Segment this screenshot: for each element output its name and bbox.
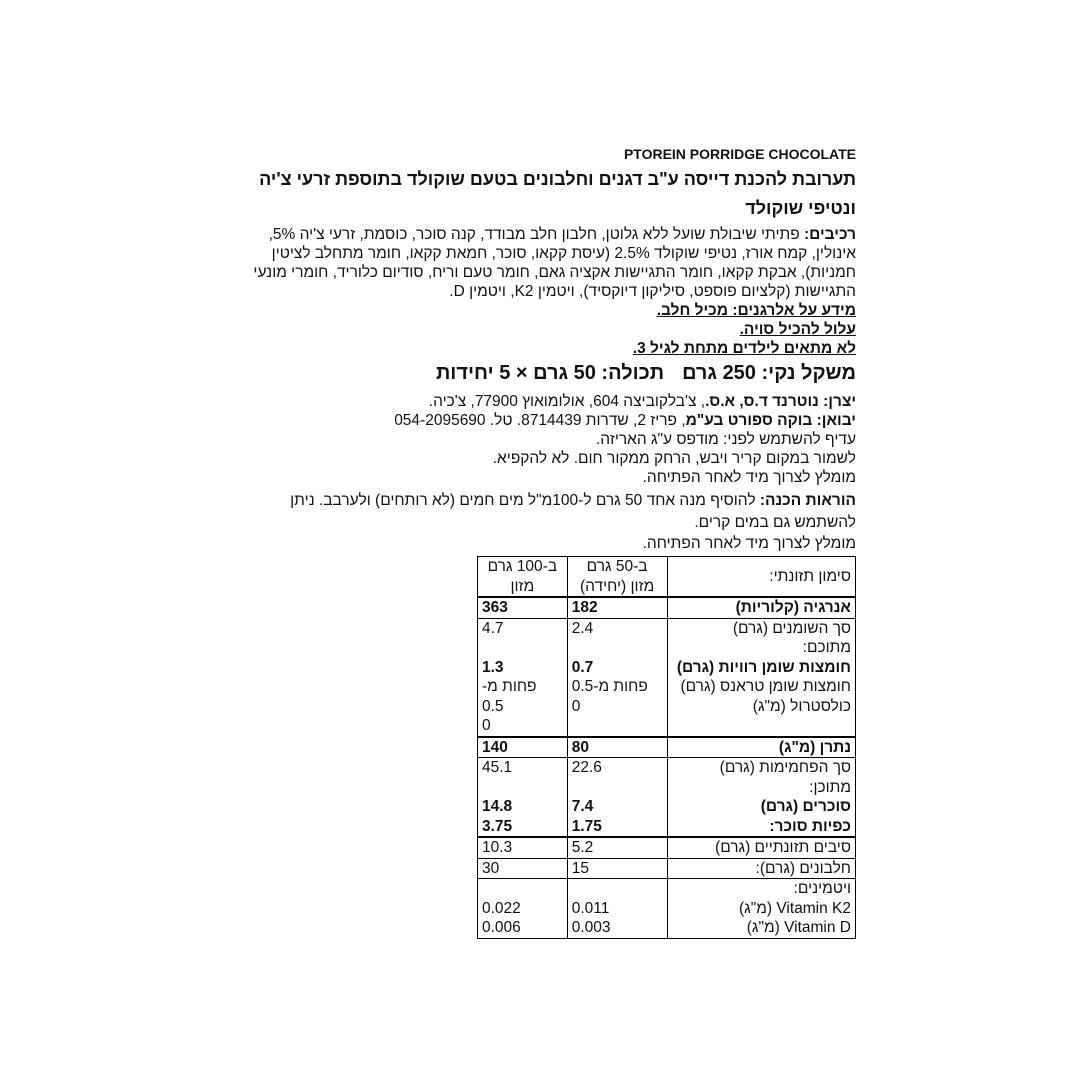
nutrition-header-label: סימון תזונתי: bbox=[667, 557, 855, 598]
table-row bbox=[478, 557, 856, 598]
fiber-50g: 5.2 bbox=[567, 837, 667, 858]
consume-note: מומלץ לצרוך מיד לאחר הפתיחה. bbox=[642, 469, 856, 486]
vitamin-50g: 0.011 0.003 bbox=[567, 879, 667, 939]
preparation-block bbox=[226, 490, 856, 534]
product-label bbox=[226, 145, 856, 939]
table-row bbox=[478, 879, 856, 939]
product-english-name: PTOREIN PORRIDGE CHOCOLATE bbox=[623, 146, 856, 162]
protein-label: חלבונים (גרם): bbox=[667, 858, 855, 879]
sodium-50g: 80 bbox=[567, 737, 667, 758]
package-content: תכולה: 50 גרם × 5 יחידות bbox=[435, 362, 665, 384]
manufacturer-label: יצרן: נוטרנד ד.ס, א.ס. bbox=[705, 393, 856, 410]
energy-50g: 182 bbox=[567, 597, 667, 618]
best-before: עדיף להשתמש לפני: מודפס ע"ג האריזה. bbox=[596, 431, 856, 448]
table-row bbox=[478, 618, 856, 737]
table-row bbox=[478, 858, 856, 879]
net-weight-line bbox=[226, 360, 856, 386]
energy-100g: 363 bbox=[478, 597, 568, 618]
fat-group-50g: 2.4 0.7 פחות מ-0.5 0 bbox=[567, 618, 667, 737]
allergen-info: מידע על אלרגנים: מכיל חלב. bbox=[656, 302, 856, 319]
age-warning: לא מתאים לילדים מתחת לגיל 3. bbox=[632, 340, 856, 357]
preparation-label: הוראות הכנה: bbox=[759, 492, 856, 509]
fat-group-100g: 4.7 1.3 פחות מ- 0.5 0 bbox=[478, 618, 568, 737]
ingredients-label: רכיבים: bbox=[803, 226, 856, 243]
manufacturer-address: , צ'בלקוביצה 604, אולומואוץ 77900, צ'כיה. bbox=[428, 393, 706, 410]
ingredients-block bbox=[226, 225, 856, 301]
energy-label: אנרגיה (קלוריות) bbox=[667, 597, 855, 618]
protein-50g: 15 bbox=[567, 858, 667, 879]
ingredients-text: פתיתי שיבולת שועל ללא גלוטן, חלבון חלב מבודד, קנה סוכר, כוסמת, זרעי צ'יה 5%, אינולין, קמח אורז, נטיפי שוקולד 2.5% (עיסת קקאו, סוכר, חמאת קקאו, חומר מתחלב לציטין חמניות), אבקת קקאו, חומר התגיישות אקציה גאם, חומר טעם וריח, סודיום כלוריד, חומרי מונעי התגיישות (קלציום פוספט, סיליקון דיוקסיד), ויטמין K2, ויטמין D. bbox=[253, 226, 856, 300]
preparation-text: להוסיף מנה אחד 50 גרם ל-100מ"ל מים חמים (לא רותחים) ולערבב. ניתן להשתמש גם במים קרים. bbox=[290, 492, 856, 531]
fiber-label: סיבים תזונתיים (גרם) bbox=[667, 837, 855, 858]
importer-label: יבואן: בוקה ספורט בע"מ bbox=[685, 412, 856, 429]
sodium-100g: 140 bbox=[478, 737, 568, 758]
carb-group-100g: 45.1 14.8 3.75 bbox=[478, 758, 568, 838]
preparation-consume-note: מומלץ לצרוך מיד לאחר הפתיחה. bbox=[642, 535, 856, 552]
importer-line bbox=[226, 411, 856, 430]
protein-100g: 30 bbox=[478, 858, 568, 879]
net-weight: משקל נקי: 250 גרם bbox=[682, 362, 856, 384]
nutrition-header-50g: ב-50 גרם מזון (יחידה) bbox=[567, 557, 667, 598]
table-row bbox=[478, 597, 856, 618]
nutrition-header-100g: ב-100 גרם מזון bbox=[478, 557, 568, 598]
vitamin-100g: 0.022 0.006 bbox=[478, 879, 568, 939]
sodium-label: נתרן (מ"ג) bbox=[667, 737, 855, 758]
allergen-may-contain: עלול להכיל סויה. bbox=[739, 321, 856, 338]
table-row bbox=[478, 758, 856, 838]
storage-instructions: לשמור במקום קריר ויבש, הרחק ממקור חום. לא להקפיא. bbox=[492, 450, 856, 467]
table-row bbox=[478, 837, 856, 858]
vitamin-labels: ויטמינים: Vitamin K2 (מ"ג) Vitamin D (מ"ג) bbox=[667, 879, 855, 939]
manufacturer-line bbox=[226, 392, 856, 411]
fiber-100g: 10.3 bbox=[478, 837, 568, 858]
nutrition-table bbox=[477, 556, 856, 939]
carb-group-labels: סך הפחמימות (גרם) מתוכן: סוכרים (גרם) כפיות סוכר: bbox=[667, 758, 855, 838]
table-row bbox=[478, 737, 856, 758]
importer-address: , פריז 2, שדרות 8714439. טל. 054-2095690 bbox=[394, 412, 686, 429]
product-hebrew-title: תערובת להכנת דייסה ע"ב דגנים וחלבונים בטעם שוקולד בתוספת זרעי צ'יה ונטיפי שוקולד bbox=[259, 169, 856, 218]
fat-group-labels: סך השומנים (גרם) מתוכם: חומצות שומן רוויות (גרם) חומצות שומן טראנס (גרם) כולסטרול (מ"ג) bbox=[667, 618, 855, 737]
carb-group-50g: 22.6 7.4 1.75 bbox=[567, 758, 667, 838]
